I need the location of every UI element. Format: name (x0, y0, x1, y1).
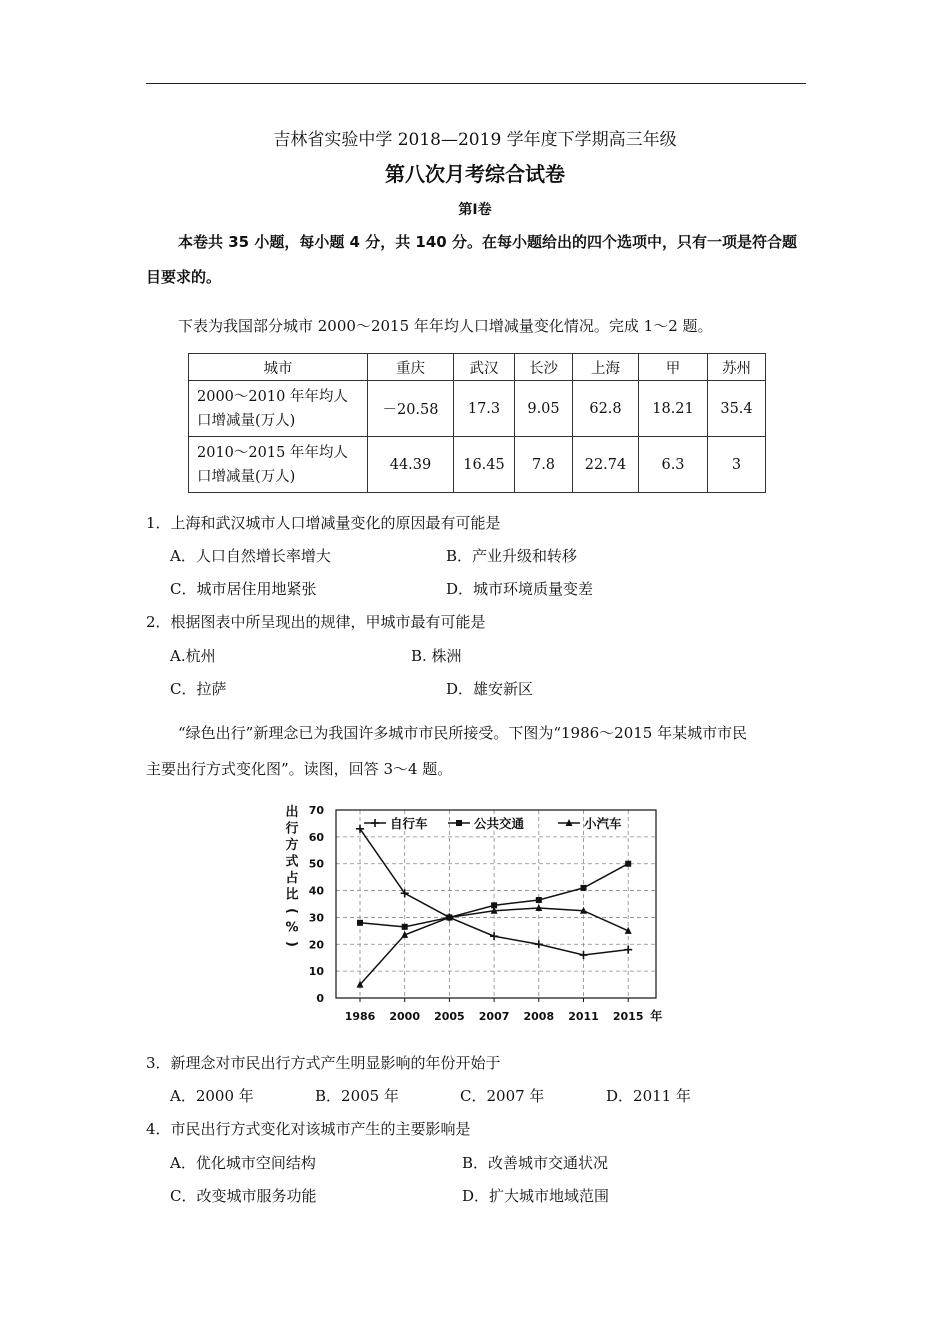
table-cell: 35.4 (708, 381, 766, 437)
table-cell: 18.21 (639, 381, 708, 437)
y-tick-label: 40 (308, 884, 324, 898)
intro-chart-line1: “绿色出行”新理念已为我国许多城市市民所接受。下图为“1986～2015 年某城市市民 (178, 724, 748, 742)
data-point-plus (535, 940, 543, 948)
y-tick-label: 0 (316, 992, 324, 1005)
data-point-square (581, 885, 587, 891)
q2-option-b: B. 株洲 (411, 647, 462, 665)
table-cell: 22.74 (573, 437, 639, 493)
table-header: 上海 (573, 354, 639, 381)
x-tick-label: 2011 (568, 1010, 599, 1023)
data-point-plus (580, 951, 588, 959)
table-cell: 44.39 (368, 437, 454, 493)
table-cell: 6.3 (639, 437, 708, 493)
q1-option-c: C．城市居住用地紧张 (170, 580, 317, 598)
y-tick-label: 60 (308, 830, 324, 844)
q1-option-d: D．城市环境质量变差 (446, 580, 594, 598)
data-point-plus (371, 819, 379, 827)
row-label: 2010～2015 年年均人 口增减量(万人) (189, 437, 368, 493)
data-point-square (625, 861, 631, 867)
y-tick-label: 10 (308, 965, 324, 979)
q3-option-c: C．2007 年 (460, 1087, 545, 1105)
y-tick-label: 30 (308, 911, 324, 925)
instructions-line2: 目要求的。 (146, 268, 222, 286)
intro-chart-line2: 主要出行方式变化图”。读图，回答 3～4 题。 (146, 760, 453, 778)
y-axis-label-char: 出 (285, 805, 299, 820)
table-cell: 62.8 (573, 381, 639, 437)
y-axis-label-char: % (285, 920, 299, 936)
q3-option-d: D．2011 年 (606, 1087, 691, 1105)
data-point-plus (624, 946, 632, 954)
table-cell: －20.58 (368, 381, 454, 437)
table-header: 甲 (639, 354, 708, 381)
table-row (189, 437, 766, 493)
table-header: 城市 (189, 354, 368, 381)
y-axis-label-char: ( (284, 908, 299, 914)
legend-label: 自行车 (390, 816, 428, 831)
q3-option-b: B．2005 年 (315, 1087, 399, 1105)
y-tick-label: 20 (308, 938, 324, 952)
x-tick-label: 1986 (344, 1010, 376, 1023)
y-axis-label-char: 式 (285, 854, 299, 870)
table-header: 苏州 (708, 354, 766, 381)
x-unit-label: 年 (650, 1009, 663, 1023)
table-cell: 7.8 (515, 437, 573, 493)
y-axis-label-char: ) (284, 941, 299, 947)
travel-mode-chart (276, 800, 676, 1030)
row-label: 2000～2010 年年均人 口增减量(万人) (189, 381, 368, 437)
q2-option-d: D．雄安新区 (446, 680, 534, 698)
instructions-line1: 本卷共 35 小题，每小题 4 分，共 140 分。在每小题给出的四个选项中，只有一项是符合题 (178, 233, 797, 251)
table-cell: 17.3 (454, 381, 515, 437)
x-tick-label: 2000 (389, 1010, 421, 1023)
y-axis-label-char: 方 (285, 838, 299, 853)
q1-option-b: B．产业升级和转移 (446, 547, 578, 565)
population-table (188, 353, 766, 493)
data-point-square (536, 897, 542, 903)
table-header: 重庆 (368, 354, 454, 381)
x-tick-label: 2008 (523, 1010, 555, 1023)
data-point-plus (490, 932, 498, 940)
q4-option-b: B．改善城市交通状况 (462, 1154, 609, 1172)
q2-stem: 2．根据图表中所呈现出的规律，甲城市最有可能是 (146, 613, 486, 631)
table-header: 武汉 (454, 354, 515, 381)
legend-label: 公共交通 (474, 816, 525, 831)
table-header-row (189, 354, 766, 381)
table-cell: 9.05 (515, 381, 573, 437)
y-axis-label-char: 行 (285, 821, 299, 837)
school-line: 吉林省实验中学 2018—2019 学年度下学期高三年级 (273, 130, 677, 150)
q4-option-d: D．扩大城市地域范围 (462, 1187, 610, 1205)
y-axis-label-char: 占 (285, 871, 299, 886)
x-tick-label: 2015 (612, 1010, 644, 1023)
exam-title: 第八次月考综合试卷 (385, 162, 565, 186)
q4-stem: 4．市民出行方式变化对该城市产生的主要影响是 (146, 1120, 471, 1138)
q1-stem: 1．上海和武汉城市人口增减量变化的原因最有可能是 (146, 514, 501, 532)
y-tick-label: 70 (308, 804, 324, 817)
table-cell: 16.45 (454, 437, 515, 493)
table-cell: 3 (708, 437, 766, 493)
y-axis-label-char: 比 (285, 887, 299, 903)
data-point-square (456, 820, 462, 826)
q2-option-c: C．拉萨 (170, 680, 227, 698)
x-tick-label: 2007 (478, 1010, 510, 1023)
volume-label: 第Ⅰ卷 (458, 202, 492, 218)
data-point-square (357, 920, 363, 926)
data-point-square (402, 924, 408, 930)
q1-option-a: A．人口自然增长率增大 (170, 547, 331, 565)
y-tick-label: 50 (308, 857, 324, 871)
header-rule (146, 83, 806, 84)
table-header: 长沙 (515, 354, 573, 381)
table-row (189, 381, 766, 437)
x-tick-label: 2005 (434, 1010, 465, 1023)
q2-option-a: A.杭州 (170, 647, 216, 665)
q3-option-a: A．2000 年 (170, 1087, 254, 1105)
q4-option-c: C．改变城市服务功能 (170, 1187, 317, 1205)
q4-option-a: A．优化城市空间结构 (170, 1154, 316, 1172)
q3-stem: 3．新理念对市民出行方式产生明显影响的年份开始于 (146, 1054, 501, 1072)
intro-table: 下表为我国部分城市 2000～2015 年年均人口增减量变化情况。完成 1～2 题。 (178, 317, 713, 335)
legend-label: 小汽车 (584, 816, 622, 831)
